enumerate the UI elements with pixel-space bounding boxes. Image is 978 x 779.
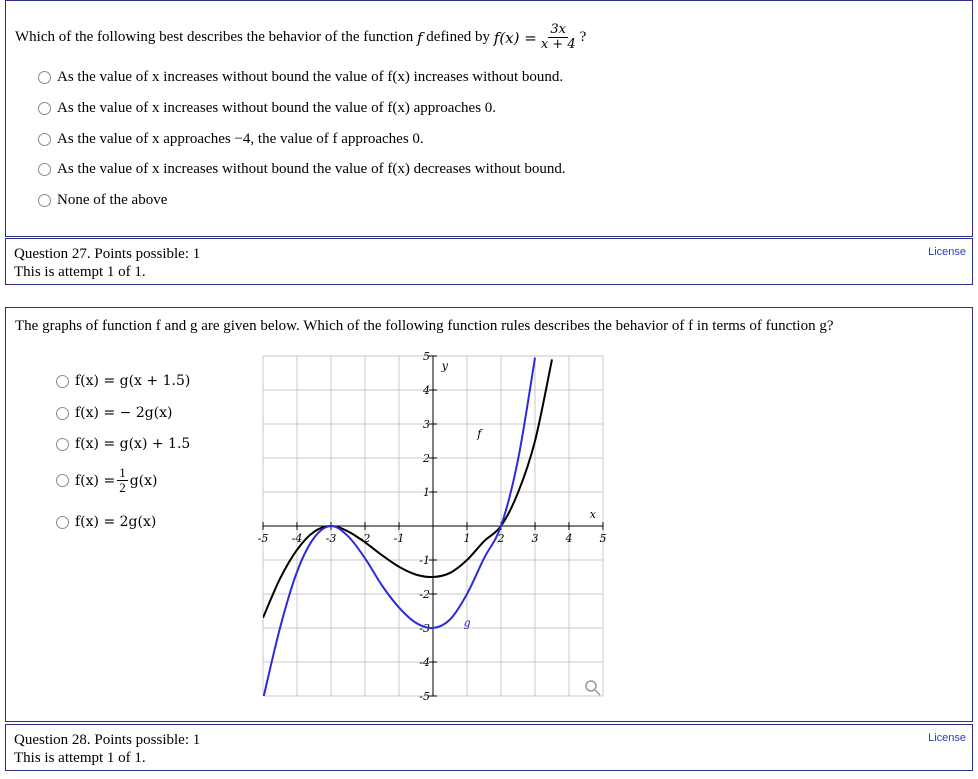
radio-button[interactable] (56, 407, 69, 420)
radio-button[interactable] (56, 375, 69, 388)
radio-button[interactable] (38, 71, 51, 84)
question-27-info-box (5, 238, 973, 285)
series-f-line (263, 359, 552, 617)
x-tick-label: -1 (393, 532, 405, 545)
option-label: f(x) = − 2g(x) (75, 405, 173, 421)
question-26-prompt (15, 23, 586, 52)
series-f-label: f (477, 427, 482, 441)
radio-button[interactable] (56, 438, 69, 451)
option-label: None of the above (57, 192, 168, 208)
radio-button[interactable] (38, 163, 51, 176)
half-denominator: 2 (119, 480, 126, 495)
option-label: As the value of x approaches −4, the value of f approaches 0. (57, 131, 424, 147)
y-axis-label: y (441, 359, 449, 373)
radio-button[interactable] (38, 102, 51, 115)
x-tick-label: 4 (565, 532, 573, 545)
y-tick-label: -4 (419, 656, 430, 669)
q26-option-3[interactable] (38, 131, 424, 148)
x-tick-label: 3 (531, 532, 539, 545)
points-possible: Question 28. Points possible: 1 (14, 732, 201, 748)
q28-option-2[interactable] (56, 405, 173, 421)
half-fraction (117, 466, 128, 495)
y-tick-label: 2 (423, 452, 430, 465)
option-label: f(x) = g(x) + 1.5 (75, 436, 191, 452)
option-label: As the value of x increases without bound the value of f(x) decreases without bound. (57, 161, 566, 177)
prompt-fx: f(x) = (493, 28, 537, 47)
attempt-text: This is attempt 1 of 1. (14, 264, 146, 280)
half-numerator: 1 (119, 465, 126, 480)
y-tick-label: -3 (419, 622, 430, 635)
y-tick-label: -5 (419, 690, 430, 703)
y-tick-label: 5 (423, 351, 430, 363)
y-tick-label: -2 (419, 588, 430, 601)
prompt-prefix: Which of the following best describes the behavior of the function (15, 29, 414, 45)
option-label: f(x) = (75, 472, 116, 489)
prompt-f: f (416, 28, 423, 47)
half-suffix: g(x) (129, 472, 158, 489)
attempt-text: This is attempt 1 of 1. (14, 750, 146, 766)
q26-option-1[interactable] (38, 69, 563, 86)
y-tick-label: -1 (419, 554, 430, 567)
question-28-box (5, 307, 973, 722)
zoom-icon[interactable] (586, 681, 600, 695)
x-tick-label: -5 (257, 532, 269, 545)
function-graph (249, 351, 609, 711)
q26-option-5[interactable] (38, 192, 167, 209)
option-label: f(x) = 2g(x) (75, 514, 157, 530)
question-28-info-box (5, 724, 973, 771)
option-label: f(x) = g(x + 1.5) (75, 373, 191, 389)
x-tick-label: 5 (599, 532, 607, 545)
x-tick-label: -3 (325, 532, 337, 545)
q26-option-4[interactable] (38, 161, 566, 178)
x-tick-label: -2 (359, 532, 371, 545)
radio-button[interactable] (56, 474, 69, 487)
prompt-end: ? (579, 29, 587, 45)
question-28-info (14, 731, 200, 767)
x-tick-label: 2 (497, 532, 505, 545)
fraction-numerator: 3x (550, 22, 567, 37)
q26-option-2[interactable] (38, 100, 496, 117)
question-26-box (5, 0, 973, 237)
fraction-denominator: x + 4 (540, 37, 576, 52)
radio-button[interactable] (38, 194, 51, 207)
points-possible: Question 27. Points possible: 1 (14, 246, 201, 262)
y-tick-label: 4 (423, 384, 430, 397)
x-tick-label: 1 (463, 532, 471, 545)
radio-button[interactable] (56, 516, 69, 529)
option-label: As the value of x increases without bound the value of f(x) approaches 0. (57, 100, 497, 116)
series-g-label: g (463, 616, 471, 630)
license-link[interactable]: License (928, 732, 966, 744)
option-label: As the value of x increases without bound the value of f(x) increases without bound. (57, 69, 564, 85)
q28-option-3[interactable] (56, 436, 190, 452)
function-fraction (539, 23, 578, 52)
question-27-info (14, 245, 200, 281)
y-tick-label: 1 (423, 486, 430, 499)
radio-button[interactable] (38, 133, 51, 146)
question-28-prompt: The graphs of function f and g are given below. Which of the following function rules describes the behavior of f in terms of function g? (15, 318, 834, 334)
prompt-defined: defined by (426, 29, 491, 45)
x-axis-label: x (589, 508, 596, 521)
q28-option-4[interactable] (56, 466, 157, 495)
license-link[interactable]: License (928, 246, 966, 258)
q28-option-1[interactable] (56, 373, 190, 389)
y-tick-label: 3 (423, 418, 430, 431)
x-tick-label: -4 (291, 532, 303, 545)
q28-option-5[interactable] (56, 514, 156, 530)
